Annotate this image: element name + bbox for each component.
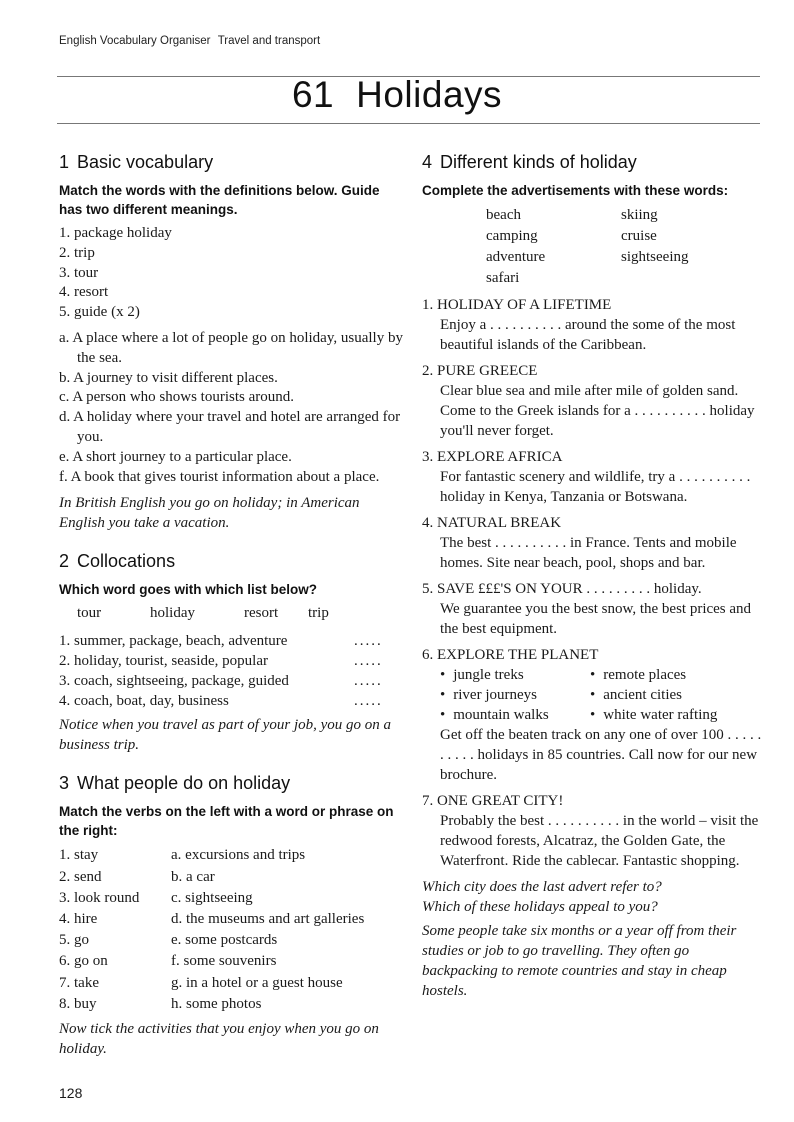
phrase: a. excursions and trips [171,847,306,864]
list-text: 1. summer, package, beach, adventure [59,633,288,650]
advert [422,645,767,785]
verb: 1. stay [59,847,99,864]
phrase: b. a car [171,868,215,885]
list-item: d. A holiday where your travel and hotel are arranged for you. [59,409,401,445]
word-option: beach [486,207,521,223]
left-column [59,152,404,1077]
instruction: Which word goes with which list below? [59,582,318,598]
bullet-item: • jungle treks [440,665,590,685]
advert-body: Probably the best . . . . . . . . . . in the world – visit the redwood forests, Alcatraz, the Golden Gate, the Waterfront. Ride the cablecar. Fantastic shopping. [440,813,759,869]
word-list [59,224,404,323]
advert [422,791,767,871]
section-number: 4 [422,152,433,172]
section-kinds-of-holiday [422,152,767,1001]
bullet-item: • ancient cities [590,685,760,705]
section-title: Basic vocabulary [77,152,214,172]
advert-heading: 3. EXPLORE AFRICA [422,449,563,465]
advert [422,447,767,507]
usage-note: Notice when you travel as part of your job, you go on a business trip. [59,717,392,754]
list-item [59,632,404,652]
phrase: f. some souvenirs [171,953,277,970]
bullet-list [422,665,767,725]
word-option: camping [486,228,538,244]
section-basic-vocabulary [59,152,404,533]
verb: 3. look round [59,889,140,906]
phrase: c. sightseeing [171,889,253,906]
section-title: What people do on holiday [77,773,291,794]
section-title: Collocations [77,551,176,572]
bottom-rule [57,123,760,124]
instruction: Match the words with the definitions below. Guide has two different meanings. [59,183,380,217]
advert-heading: 4. NATURAL BREAK [422,515,562,531]
page-number: 128 [59,1085,83,1101]
topic-title: Travel and transport [217,35,321,47]
list-item: c. A person who shows tourists around. [59,389,294,406]
phrase: h. some photos [171,995,262,1012]
section-heading [59,551,404,572]
advert-heading: 2. PURE GREECE [422,363,538,379]
answer-blank: ..... [354,652,383,669]
definition-list [59,329,404,487]
word-option: holiday [150,605,195,622]
advert-heading: 7. ONE GREAT CITY! [422,793,564,809]
advert-heading: 1. HOLIDAY OF A LIFETIME [422,297,612,313]
word-option: trip [308,605,329,622]
advert [422,295,767,355]
advert-body: We guarantee you the best snow, the best prices and the best equipment. [440,601,752,637]
verb: 5. go [59,932,89,949]
list-item: 2. trip [59,244,95,261]
verb: 6. go on [59,953,108,970]
usage-note: In British English you go on holiday; in American English you take a vacation. [59,495,360,532]
list-item [59,652,404,672]
list-text: 4. coach, boat, day, business [59,692,229,709]
instruction: Match the verbs on the left with a word or phrase on the right: [59,804,394,839]
list-text: 3. coach, sightseeing, package, guided [59,672,289,689]
word-option: sightseeing [621,249,689,265]
advert [422,579,767,639]
bullet-item: • white water rafting [590,705,760,725]
list-item: 1. package holiday [59,225,172,241]
phrase: e. some postcards [171,932,278,949]
advert-body: Enjoy a . . . . . . . . . . around the some of the most beautiful islands of the Caribbean. [440,317,736,353]
answer-blank: ..... [354,672,383,689]
word-option: safari [486,270,520,286]
list-item [59,672,404,692]
unit-name: Holidays [356,74,503,115]
section-collocations [59,551,404,755]
word-option: cruise [621,228,657,244]
verb: 2. send [59,868,102,885]
question: Which of these holidays appeal to you? [422,899,658,915]
verb: 7. take [59,974,99,991]
word-option: adventure [486,249,546,265]
verb: 4. hire [59,910,98,927]
bullet-item: • river journeys [440,685,590,705]
matching-table [59,845,404,1015]
phrase: d. the museums and art galleries [171,910,365,927]
right-column [422,152,767,1019]
answer-blank: ..... [354,633,383,650]
usage-note: Some people take six months or a year off from their studies or job to go travelling. They often go backpacking to remote countries and stay in cheap hostels. [422,923,737,999]
answer-blank: ..... [354,692,383,709]
advert-body: The best . . . . . . . . . . in France. Tents and mobile homes. Site near beach, pool, shops and bar. [440,535,737,571]
book-title: English Vocabulary Organiser [59,35,211,47]
unit-number: 61 [291,74,335,115]
list-text: 2. holiday, tourist, seaside, popular [59,652,268,669]
section-title: Different kinds of holiday [440,152,637,172]
verb: 8. buy [59,995,97,1012]
word-option: skiing [621,207,658,223]
list-item [59,692,404,712]
list-item: 3. tour [59,264,99,281]
section-number: 1 [59,152,70,172]
list-item: f. A book that gives tourist information about a place. [59,468,380,485]
list-item: 4. resort [59,284,109,301]
advert [422,361,767,441]
section-heading [422,152,767,173]
list-item: 5. guide (x 2) [59,304,140,321]
collocation-list [59,632,404,711]
section-heading [59,773,404,794]
advert [422,513,767,573]
advert-body: For fantastic scenery and wildlife, try a . . . . . . . . . . holiday in Kenya, Tanzania or Botswana. [440,469,751,505]
section-number: 3 [59,773,70,794]
word-options [77,604,404,624]
advert-body: Clear blue sea and mile after mile of golden sand. Come to the Greek islands for a . . . . . . . . . . holiday you'll never forget. [440,383,755,439]
word-box [486,205,767,289]
list-item: a. A place where a lot of people go on holiday, usually by the sea. [59,329,403,366]
advert-heading: 6. EXPLORE THE PLANET [422,647,599,663]
section-what-people-do [59,773,404,1059]
advert-heading: 5. SAVE £££'S ON YOUR . . . . . . . . . holiday. [422,581,702,597]
section-number: 2 [59,551,70,572]
word-option: tour [77,605,102,622]
section-heading [59,152,404,173]
advert-body: Get off the beaten track on any one of over 100 . . . . . . . . . . holidays in 85 countries. Call now for our new brochure. [440,727,762,783]
list-item: e. A short journey to a particular place. [59,448,292,465]
phrase: g. in a hotel or a guest house [171,974,343,991]
bullet-item: • mountain walks [440,705,590,725]
bullet-item: • remote places [590,665,760,685]
unit-title [0,74,794,116]
word-option: resort [244,605,279,622]
instruction: Complete the advertisements with these words: [422,183,729,198]
question: Which city does the last advert refer to? [422,879,662,895]
usage-note: Now tick the activities that you enjoy when you go on holiday. [59,1020,379,1057]
running-head [59,35,320,47]
list-item: b. A journey to visit different places. [59,369,278,386]
